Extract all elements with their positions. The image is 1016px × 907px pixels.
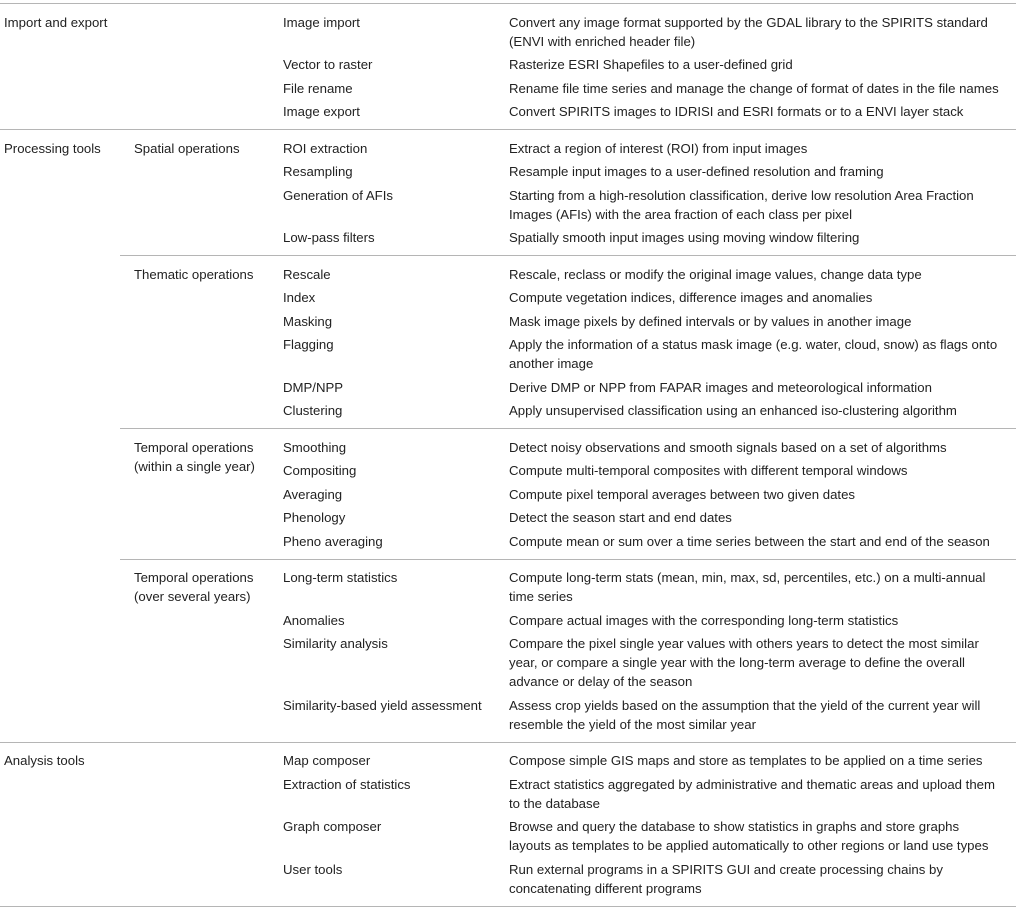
tool-description: layouts as templates to be applied automatically to other regions or land use types <box>509 838 989 853</box>
tool-description: Rasterize ESRI Shapefiles to a user-defined grid <box>509 57 793 72</box>
tool-description: concatenating different programs <box>509 880 702 896</box>
tool-name: User tools <box>283 861 343 877</box>
tool-description: resemble the yield of the most similar year <box>509 716 756 732</box>
tool-description: Spatially smooth input images using moving window filtering <box>509 230 860 245</box>
tool-description: Compute pixel temporal averages between two given dates <box>509 486 856 502</box>
tool-name: Vector to raster <box>283 57 373 72</box>
top-rule <box>0 3 1016 4</box>
tool-description: Compute long-term stats (mean, min, max, sd, percentiles, etc.) on a multi-annual <box>509 570 986 585</box>
tool-description: Apply unsupervised classification using an enhanced iso-clustering algorithm <box>509 403 957 418</box>
subgroup-label: (over several years) <box>134 589 251 604</box>
tool-name: Smoothing <box>283 439 347 455</box>
tool-name: Flagging <box>283 337 334 352</box>
tool-name: Clustering <box>283 403 343 418</box>
tool-description: Convert SPIRITS images to IDRISI and ESRI formats or to a ENVI layer stack <box>509 104 964 119</box>
subgroup-label: Spatial operations <box>134 140 240 156</box>
category-label: Import and export <box>4 14 108 30</box>
tool-name: Image export <box>283 104 360 119</box>
subgroup-divider <box>120 255 1016 256</box>
tool-description: to the database <box>509 795 600 811</box>
tool-description: time series <box>509 589 573 604</box>
tool-name: Phenology <box>283 510 346 525</box>
category-label: Processing tools <box>4 140 101 156</box>
tool-description: Rename file time series and manage the change of format of dates in the file names <box>509 80 999 96</box>
tool-description: Compute multi-temporal composites with different temporal windows <box>509 463 908 478</box>
tool-name: Map composer <box>283 753 371 768</box>
subgroup-label: Temporal operations <box>134 439 254 455</box>
tool-description: year, or compare a single year with the long-term average to define the overall <box>509 655 965 670</box>
tool-description: Extract a region of interest (ROI) from input images <box>509 140 808 156</box>
tool-name: Extraction of statistics <box>283 776 411 792</box>
tool-description: another image <box>509 356 594 371</box>
tool-name: Anomalies <box>283 612 345 628</box>
tool-name: Image import <box>283 14 360 30</box>
tool-description: Resample input images to a user-defined resolution and framing <box>509 164 884 179</box>
tool-description: Images (AFIs) with the area fraction of each class per pixel <box>509 206 853 222</box>
group-rule <box>0 742 1016 743</box>
tool-name: Long-term statistics <box>283 570 398 585</box>
tool-description: Compute mean or sum over a time series between the start and end of the season <box>509 533 990 549</box>
subgroup-label: Thematic operations <box>134 266 254 282</box>
tool-name: DMP/NPP <box>283 379 344 395</box>
tool-name: Masking <box>283 313 333 329</box>
tool-name: Similarity analysis <box>283 636 388 651</box>
tool-description: Extract statistics aggregated by administrative and thematic areas and upload them <box>509 776 995 792</box>
category-label: Analysis tools <box>4 753 85 768</box>
group-rule <box>0 906 1016 907</box>
tool-description: Derive DMP or NPP from FAPAR images and meteorological information <box>509 379 932 395</box>
tool-description: Compare actual images with the corresponding long-term statistics <box>509 612 899 628</box>
tool-name: Averaging <box>283 486 343 502</box>
tool-name: Graph composer <box>283 819 382 834</box>
tool-name: Compositing <box>283 463 357 478</box>
subgroup-label: (within a single year) <box>134 458 255 474</box>
tool-description: Convert any image format supported by the GDAL library to the SPIRITS standard <box>509 14 988 30</box>
tool-description: Detect noisy observations and smooth signals based on a set of algorithms <box>509 439 947 455</box>
tool-name: Generation of AFIs <box>283 187 393 203</box>
subgroup-divider <box>120 428 1016 429</box>
tool-description: Apply the information of a status mask image (e.g. water, cloud, snow) as flags onto <box>509 337 998 352</box>
tool-description: Rescale, reclass or modify the original image values, change data type <box>509 266 922 282</box>
tool-name: Low-pass filters <box>283 230 375 245</box>
tool-description: Compose simple GIS maps and store as templates to be applied on a time series <box>509 753 983 768</box>
tool-description: Compare the pixel single year values with others years to detect the most similar <box>509 636 979 651</box>
tool-name: Index <box>283 290 316 305</box>
subgroup-divider <box>120 559 1016 560</box>
tool-description: Compute vegetation indices, difference images and anomalies <box>509 290 873 305</box>
tool-name: Resampling <box>283 164 353 179</box>
tool-description: advance or delay of the season <box>509 674 693 689</box>
tool-name: Rescale <box>283 266 331 282</box>
tool-name: Similarity-based yield assessment <box>283 697 482 713</box>
subgroup-label: Temporal operations <box>134 570 254 585</box>
tool-description: Starting from a high-resolution classification, derive low resolution Area Fraction <box>509 187 974 203</box>
tool-description: Mask image pixels by defined intervals or by values in another image <box>509 313 912 329</box>
tool-name: File rename <box>283 80 353 96</box>
tool-name: Pheno averaging <box>283 533 383 549</box>
tool-description: Detect the season start and end dates <box>509 510 732 525</box>
tool-description: Assess crop yields based on the assumption that the yield of the current year will <box>509 697 981 713</box>
group-rule <box>0 129 1016 130</box>
tool-description: (ENVI with enriched header file) <box>509 33 696 49</box>
tool-description: Run external programs in a SPIRITS GUI and create processing chains by <box>509 861 943 877</box>
tool-description: Browse and query the database to show statistics in graphs and store graphs <box>509 819 960 834</box>
tool-name: ROI extraction <box>283 140 368 156</box>
